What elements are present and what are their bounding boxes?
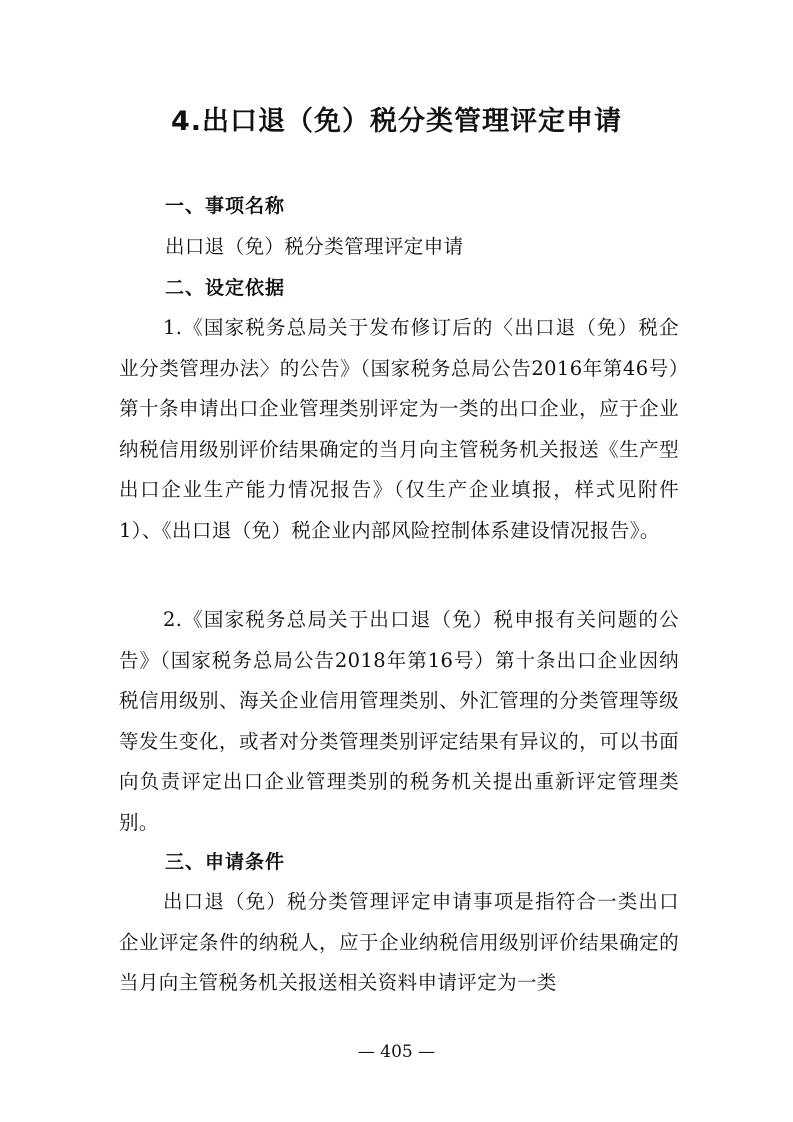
- basis-paragraph-2: 2.《国家税务总局关于出口退（免）税申报有关问题的公告》（国家税务总局公告2018年第16号）第十条出口企业因纳税信用级别、海关企业信用管理类别、外汇管理的分类管理等级等发生变化，或者对分类管理类别评定结果有异议的，可以书面向负责评定出口企业管理类别的税务机关提出重新评定管理类别。: [119, 608, 679, 834]
- section-heading-conditions: 三、申请条件: [165, 851, 286, 873]
- section-heading-basis: 二、设定依据: [165, 277, 286, 299]
- basis-paragraph-1: 1.《国家税务总局关于发布修订后的〈出口退（免）税企业分类管理办法〉的公告》（国家税务总局公告2016年第46号）第十条申请出口企业管理类别评定为一类的出口企业，应于企业纳税信用级别评价结果确定的当月向主管税务机关报送《生产型出口企业生产能力情况报告》（仅生产企业填报，样式见附件1）、《出口退（免）税企业内部风险控制体系建设情况报告》。: [119, 316, 679, 542]
- conditions-paragraph-1: 出口退（免）税分类管理评定申请事项是指符合一类出口企业评定条件的纳税人，应于企业纳税信用级别评价结果确定的当月向主管税务机关报送相关资料申请评定为一类: [119, 890, 679, 995]
- item-name-text: 出口退（免）税分类管理评定申请: [165, 235, 464, 258]
- page-title: 4.出口退（免）税分类管理评定申请: [170, 106, 623, 137]
- page-number: — 405 —: [357, 1042, 436, 1062]
- section-heading-item-name: 一、事项名称: [165, 195, 286, 217]
